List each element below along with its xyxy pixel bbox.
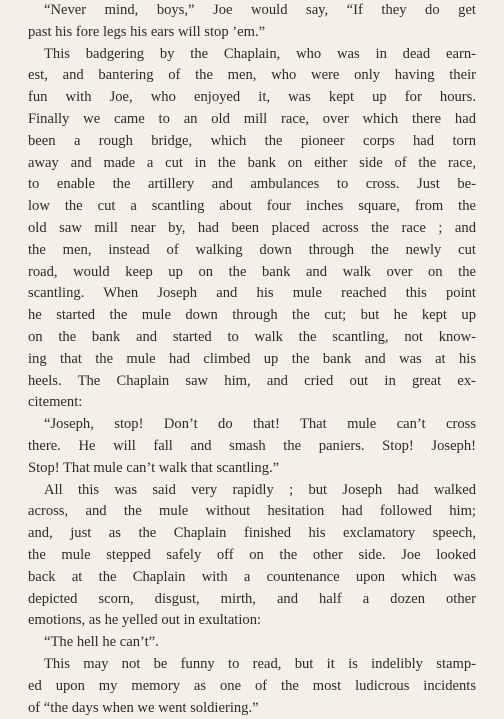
- text-line: past his fore legs his ears will stop ’em.”: [28, 22, 476, 44]
- text-line: emotions, as he yelled out in exultation:: [28, 610, 476, 632]
- text-line: low the cut a scantling about four inches square, from the: [28, 196, 476, 218]
- text-line: “The hell he can’t”.: [28, 632, 476, 654]
- text-line: road, would keep up on the bank and walk over on the: [28, 262, 476, 284]
- text-line: away and made a cut in the bank on either side of the race,: [28, 153, 476, 175]
- text-line: citement:: [28, 392, 476, 414]
- text-line: back at the Chaplain with a countenance upon which was: [28, 567, 476, 589]
- text-line: Stop! That mule can’t walk that scantling.”: [28, 458, 476, 480]
- text-line: This badgering by the Chaplain, who was in dead earn-: [28, 44, 476, 66]
- text-line: on the bank and started to walk the scantling, not know-: [28, 327, 476, 349]
- text-line: ed upon my memory as one of the most ludicrous incidents: [28, 676, 476, 698]
- text-line: This may not be funny to read, but it is indelibly stamp-: [28, 654, 476, 676]
- book-page-text: [28, 0, 476, 719]
- text-line: of “the days when we went soldiering.”: [28, 698, 476, 719]
- text-line: depicted scorn, disgust, mirth, and half a dozen other: [28, 589, 476, 611]
- text-line: there. He will fall and smash the paniers. Stop! Joseph!: [28, 436, 476, 458]
- text-line: been a rough bridge, which the pioneer corps had torn: [28, 131, 476, 153]
- text-line: est, and bantering of the men, who were only having their: [28, 65, 476, 87]
- text-line: “Never mind, boys,” Joe would say, “If they do get: [28, 0, 476, 22]
- text-line: the mule stepped safely off on the other side. Joe looked: [28, 545, 476, 567]
- text-line: to enable the artillery and ambulances to cross. Just be-: [28, 174, 476, 196]
- text-line: the men, instead of walking down through the newly cut: [28, 240, 476, 262]
- text-line: All this was said very rapidly ; but Joseph had walked: [28, 480, 476, 502]
- text-line: scantling. When Joseph and his mule reached this point: [28, 283, 476, 305]
- text-line: ing that the mule had climbed up the bank and was at his: [28, 349, 476, 371]
- text-line: fun with Joe, who enjoyed it, was kept up for hours.: [28, 87, 476, 109]
- text-line: old saw mill near by, had been placed across the race ; and: [28, 218, 476, 240]
- text-line: and, just as the Chaplain finished his exclamatory speech,: [28, 523, 476, 545]
- text-line: heels. The Chaplain saw him, and cried out in great ex-: [28, 371, 476, 393]
- text-line: “Joseph, stop! Don’t do that! That mule can’t cross: [28, 414, 476, 436]
- text-line: Finally we came to an old mill race, over which there had: [28, 109, 476, 131]
- text-line: across, and the mule without hesitation had followed him;: [28, 501, 476, 523]
- text-line: he started the mule down through the cut; but he kept up: [28, 305, 476, 327]
